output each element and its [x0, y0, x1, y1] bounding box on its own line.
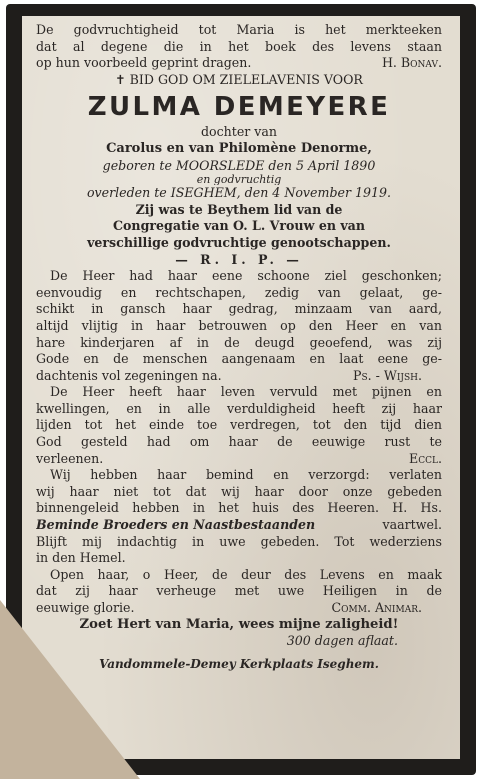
p3-farewell-word: vaartwel.	[382, 517, 442, 533]
p4-source: Comm. Animar.	[331, 600, 422, 615]
membership-line-2: Congregatie van O. L. Vrouw en van	[112, 218, 366, 234]
card-text	[36, 22, 442, 672]
p1-line-6: Gode en de menschen aangenaam en laat eene ge-	[36, 351, 442, 367]
pious-text: en godvruchtig	[196, 174, 282, 186]
p3-line-3: binnengeleid hebben in het huis des Heeren. H. Hs.	[36, 500, 442, 516]
p3-farewell-line	[36, 517, 442, 534]
p2-line-4: God gesteld had om haar de eeuwige rust te	[36, 434, 442, 450]
printer-imprint: Vandommele-Demey Kerkplaats Iseghem.	[99, 656, 379, 671]
membership-line-1: Zij was te Beythem lid van de	[135, 201, 343, 217]
p3-line-after: Blijft mij indachtig in uwe gebeden. Tot wederziens	[36, 533, 442, 549]
p1-line-5: hare kinderjaren af in de deugd geoefend, was zij	[36, 334, 442, 350]
p2-last-line	[36, 451, 442, 468]
death-text: overleden te ISEGHEM, den 4 November 1919.	[86, 185, 392, 201]
p1-line-2: eenvoudig en rechtschapen, zedig van gelaat, ge-	[36, 284, 442, 300]
p1-last-line	[36, 368, 442, 385]
p2-line-3: lijden tot het einde toe verdregen, tot den tijd dien	[36, 417, 442, 433]
rip-text: — R. I. P. —	[175, 251, 303, 267]
p1-line-3: schikt in gansch haar gedrag, minzaam van aard,	[36, 301, 442, 317]
p3-line-2: wij haar niet tot dat wij haar door onze gebeden	[36, 483, 442, 499]
p1-line-4: altijd vlijtig in haar betrouwen op den Heer en van	[36, 317, 442, 333]
quote-text: op hun voorbeeld geprint dragen.	[36, 55, 252, 71]
p4-line-1: Open haar, o Heer, de deur des Levens en maak	[50, 566, 442, 582]
quote-line-2: dat al degene die in het boek des levens staan	[36, 38, 442, 54]
p4-last-text: eeuwige glorie.	[36, 600, 135, 615]
p4-line-2: dat zij haar verheuge met uwe Heiligen in de	[36, 583, 442, 599]
p3-last-line: in den Hemel.	[36, 550, 126, 566]
p4-last-line	[36, 600, 442, 617]
parents-text: Carolus en van Philomène Denorme,	[106, 140, 372, 156]
prayer-heading: ✝ BID GOD OM ZIELELAVENIS VOOR	[115, 71, 363, 87]
p3-line-1: Wij hebben haar bemind en verzorgd: verlaten	[50, 467, 442, 483]
quote-line-1: De godvruchtigheid tot Maria is het merkteeken	[36, 22, 442, 37]
p2-line-1: De Heer heeft haar leven vervuld met pijnen en	[50, 384, 442, 400]
deceased-name: ZULMA DEMEYERE	[87, 92, 391, 123]
closing-indulgence: 300 dagen aflaat.	[286, 633, 398, 649]
membership-line-3: verschillige godvruchtige genootschappen.	[87, 234, 391, 250]
quote-author: H. Bonav.	[381, 55, 442, 71]
p1-source: Ps. - Wijsh.	[352, 367, 422, 383]
p2-line-2: kwellingen, en in alle verduldigheid heeft zij haar	[36, 400, 442, 416]
p3-farewell-italic: Beminde Broeders en Naastbestaanden	[36, 517, 316, 533]
relation-text: dochter van	[200, 124, 278, 140]
p1-line-1: De Heer had haar eene schoone ziel geschonken;	[50, 268, 442, 284]
p2-source: Eccl.	[409, 450, 442, 466]
quote-line-3	[36, 55, 442, 72]
birth-text: geboren te MOORSLEDE den 5 April 1890	[102, 157, 376, 173]
p1-last-text: dachtenis vol zegeningen na.	[36, 367, 222, 383]
p2-last-text: verleenen.	[36, 450, 104, 466]
closing-invocation: Zoet Hert van Maria, wees mijne zaligheid!	[79, 616, 399, 632]
